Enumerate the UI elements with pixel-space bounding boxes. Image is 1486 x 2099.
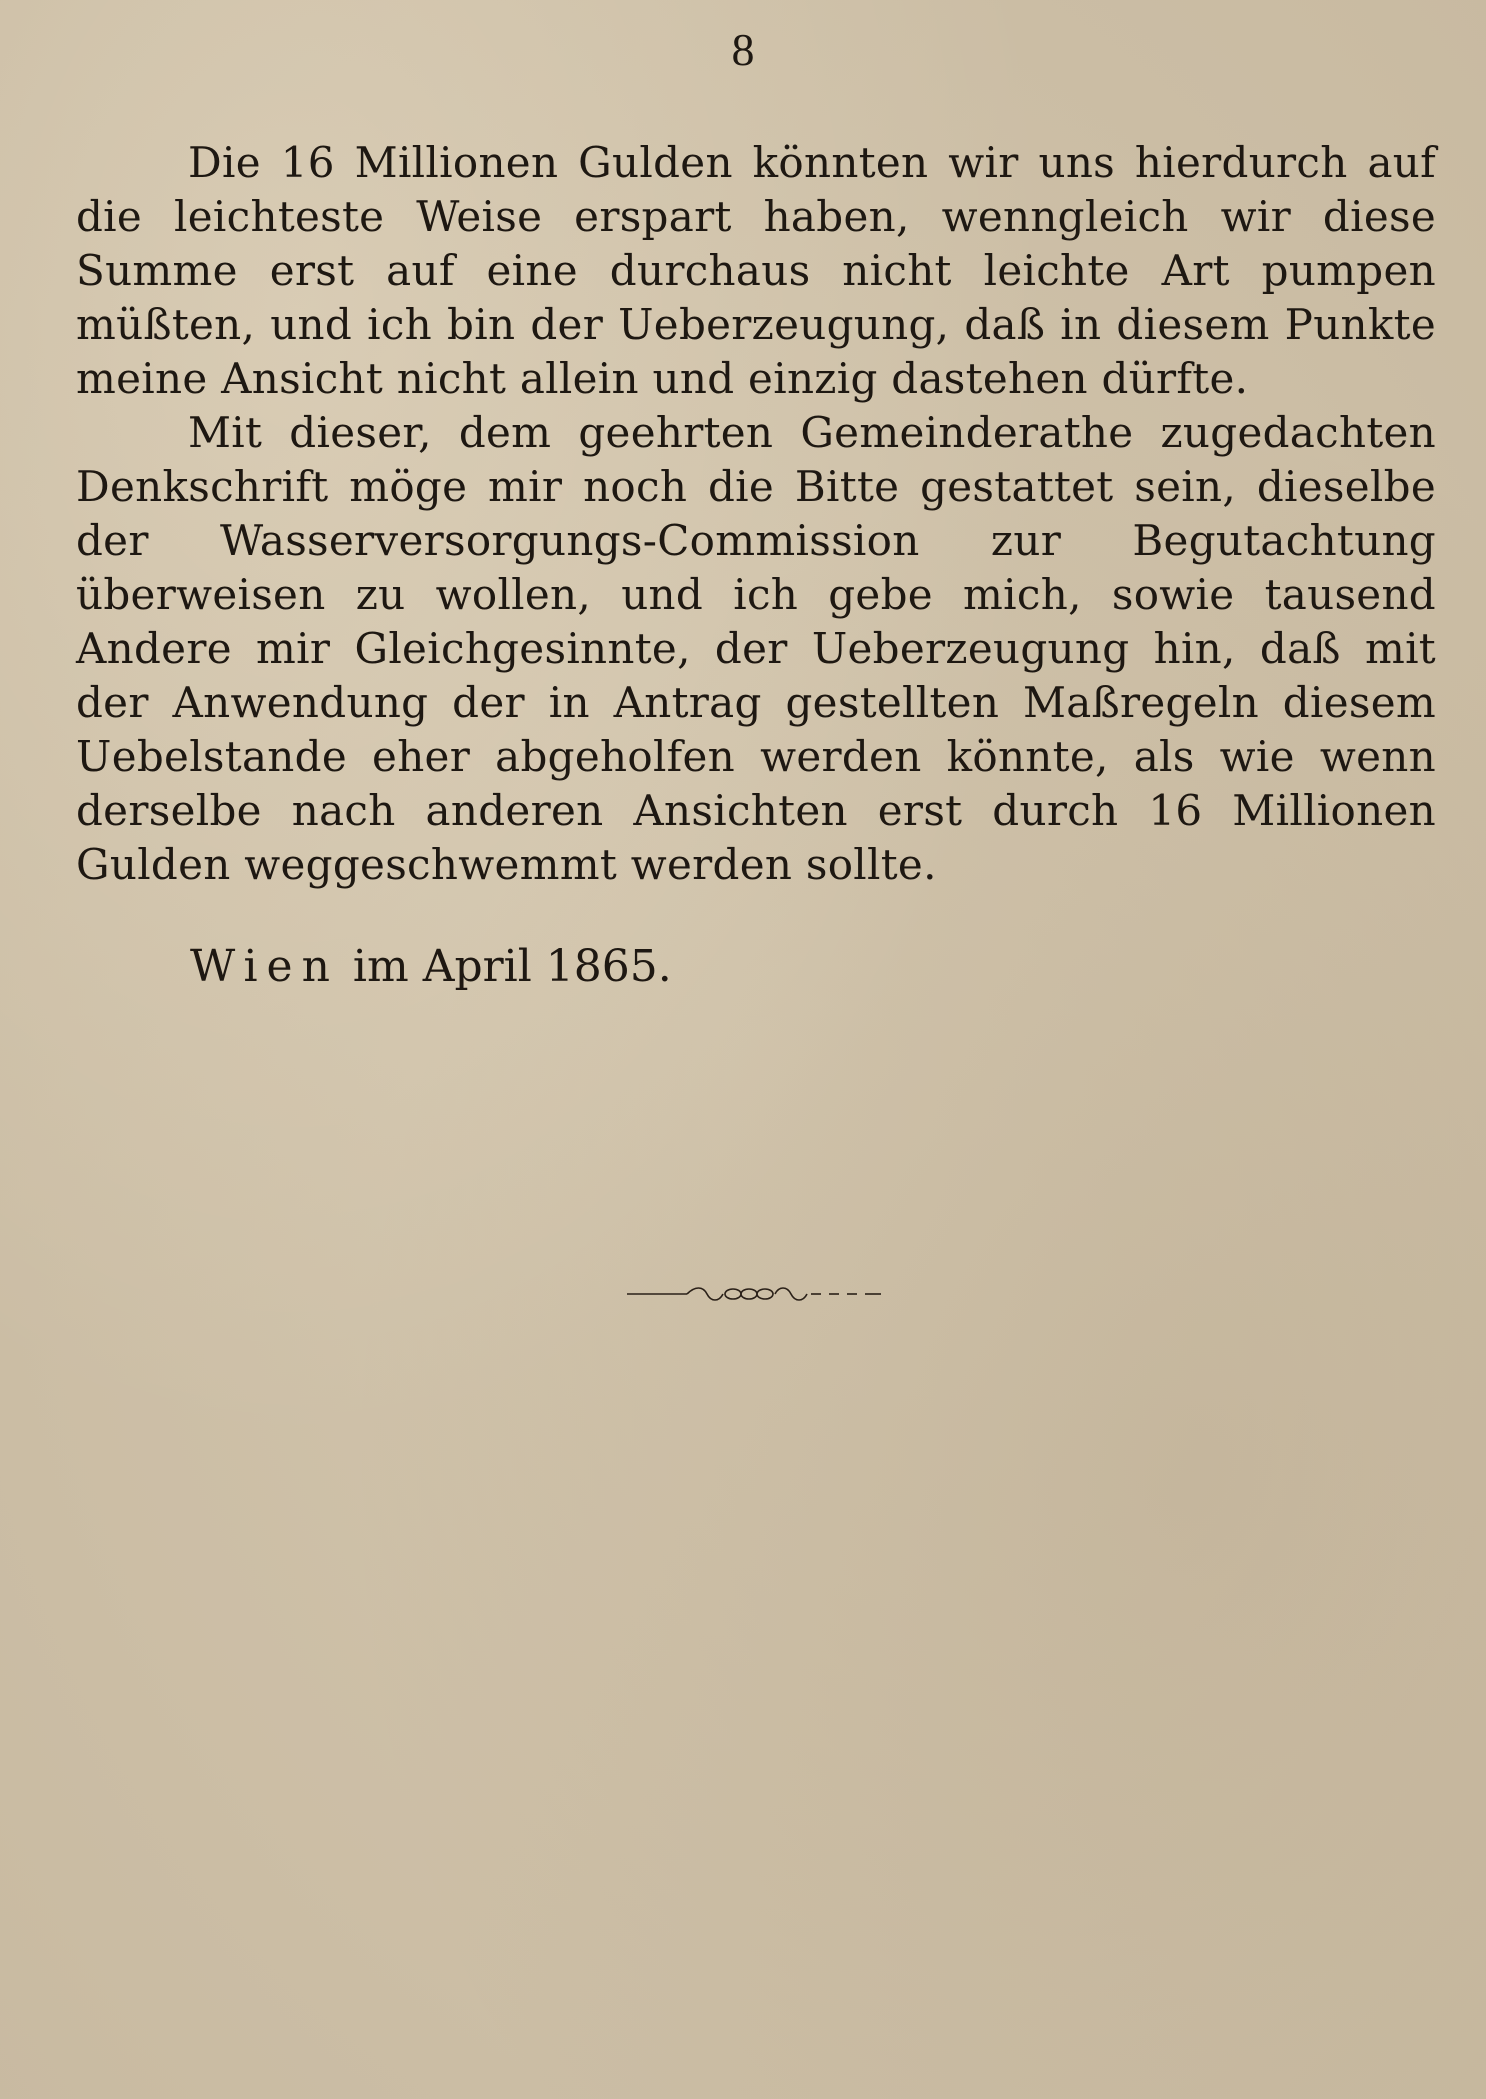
closing-place: Wien [190, 941, 339, 992]
body-text [76, 136, 1436, 892]
paragraph-1-text: Die 16 Millionen Gulden könnten wir uns hierdurch auf die leichteste Weise erspart haben, wenngleich wir diese Summe erst auf eine durchaus nicht leichte Art pumpen müßten, und ich bin der Ueberzeugung, daß in diesem Punkte meine Ansicht nicht allein und einzig dastehen dürfte. [76, 138, 1436, 403]
ornament-divider-icon [625, 1282, 885, 1306]
closing-line [190, 940, 672, 994]
paragraph-1 [76, 136, 1436, 406]
paragraph-2-text: Mit dieser, dem geehrten Gemeinderathe zugedachten Denkschrift möge mir noch die Bitte gestattet sein, dieselbe der Wasserversorgungs-Commission zur Begutachtung überweisen zu wollen, und ich gebe mich, sowie tausend Andere mir Gleichgesinnte, der Ueberzeugung hin, daß mit der Anwendung der in Antrag gestellten Maßregeln diesem Uebelstande eher abgeholfen werden könnte, als wie wenn derselbe nach anderen Ansichten erst durch 16 Millionen Gulden weggeschwemmt werden sollte. [76, 408, 1436, 889]
page-number: 8 [731, 24, 755, 75]
closing-date: im April 1865. [352, 941, 672, 992]
paragraph-2 [76, 406, 1436, 892]
